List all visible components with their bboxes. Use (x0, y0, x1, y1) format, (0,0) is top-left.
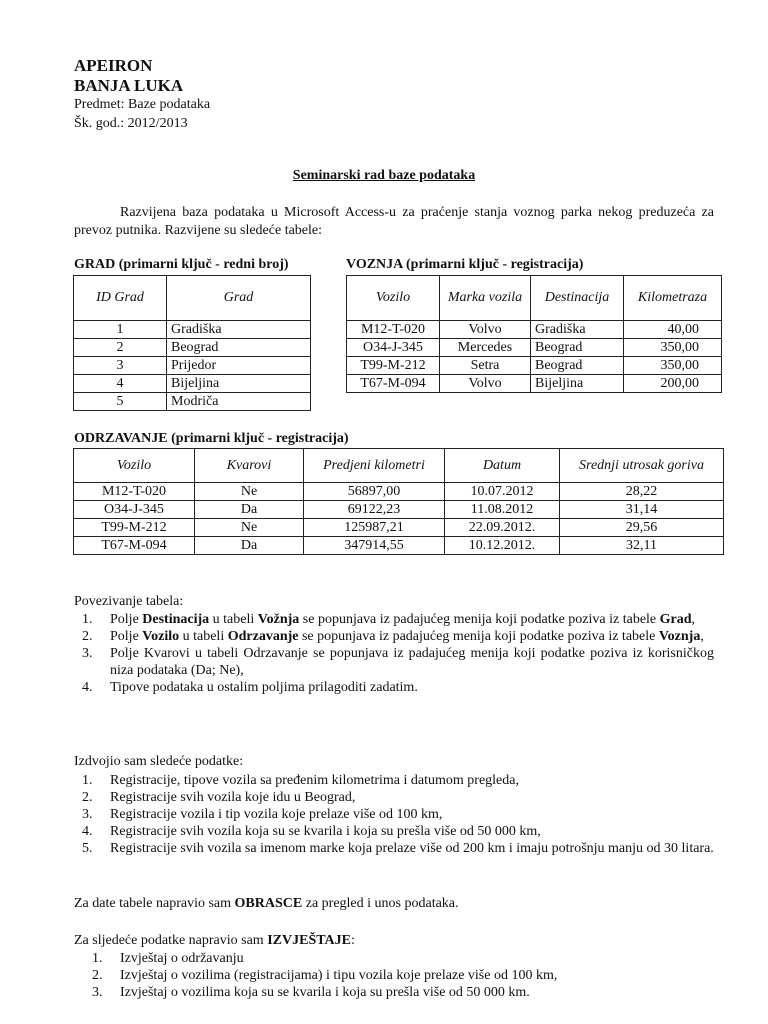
grad-caption: GRAD (primarni ključ - redni broj) (74, 257, 289, 272)
obrasce-line (74, 896, 459, 912)
voznja-header-destinacija: Destinacija (531, 276, 624, 321)
grad-cell: Bijeljina (167, 375, 311, 393)
list-number: 1. (92, 951, 103, 966)
odrzavanje-header-kilometri: Predjeni kilometri (304, 449, 445, 483)
list-number: 3. (82, 807, 93, 822)
table-row (347, 375, 722, 393)
list-text: Izvještaj o vozilima koja su se kvarila i koja su prešla više od 50 000 km. (120, 985, 530, 1000)
voznja-cell: Beograd (531, 339, 624, 357)
list-number: 2. (82, 790, 93, 805)
odrzavanje-cell: Da (195, 501, 304, 519)
table-row (74, 375, 311, 393)
grad-cell: 2 (74, 339, 167, 357)
povezivanje-item (82, 679, 714, 696)
voznja-header-kilometraza: Kilometraza (624, 276, 722, 321)
odrzavanje-table (73, 448, 724, 555)
izvjestaje-item (92, 967, 720, 984)
list-text: Tipove podataka u ostalim poljima prilagoditi zadatim. (110, 680, 418, 695)
voznja-cell: Gradiška (531, 321, 624, 339)
list-number: 2. (92, 968, 103, 983)
izvjestaje-line (74, 933, 355, 949)
odrzavanje-cell: T99-M-212 (74, 519, 195, 537)
odrzavanje-cell: 56897,00 (304, 483, 445, 501)
odrzavanje-cell: 32,11 (560, 537, 724, 555)
table-row (74, 357, 311, 375)
voznja-cell: Bijeljina (531, 375, 624, 393)
list-number: 3. (82, 646, 93, 661)
odrzavanje-caption: ODRZAVANJE (primarni ključ - registracija) (74, 431, 349, 446)
odrzavanje-cell: 347914,55 (304, 537, 445, 555)
list-number: 5. (82, 841, 93, 856)
obrasce-pre: Za date tabele napravio sam (74, 896, 235, 911)
izdvojio-item (82, 840, 714, 857)
grad-table (73, 275, 311, 411)
table-row (74, 537, 724, 555)
voznja-cell: Volvo (440, 375, 531, 393)
odrzavanje-cell: 29,56 (560, 519, 724, 537)
list-number: 1. (82, 612, 93, 627)
odrzavanje-cell: 28,22 (560, 483, 724, 501)
odrzavanje-cell: 11.08.2012 (445, 501, 560, 519)
voznja-cell: Volvo (440, 321, 531, 339)
grad-header-name: Grad (167, 276, 311, 321)
table-row (347, 357, 722, 375)
izdvojio-item (82, 772, 714, 789)
list-text: Izvještaj o vozilima (registracijama) i tipu vozila koje prelaze više od 100 km, (120, 968, 558, 983)
obrasce-post: za pregled i unos podataka. (302, 896, 459, 911)
izdvojio-list (82, 772, 714, 857)
table-row (74, 339, 311, 357)
list-number: 4. (82, 680, 93, 695)
izdvojio-item (82, 806, 714, 823)
odrzavanje-cell: O34-J-345 (74, 501, 195, 519)
list-text: Polje Vozilo u tabeli Odrzavanje se popunjava iz padajućeg menija koji podatke poziva iz tabele Voznja, (110, 629, 704, 644)
odrzavanje-cell: 10.07.2012 (445, 483, 560, 501)
list-text: Izvještaj o održavanju (120, 951, 244, 966)
povezivanje-item (82, 628, 714, 645)
odrzavanje-header-gorivo: Srednji utrosak goriva (560, 449, 724, 483)
izvjestaje-pre: Za sljedeće podatke napravio sam (74, 933, 268, 948)
list-number: 4. (82, 824, 93, 839)
page-title: Seminarski rad baze podataka (292, 168, 476, 183)
org-city: BANJA LUKA (74, 76, 184, 95)
grad-cell: Modriča (167, 393, 311, 411)
table-row (74, 321, 311, 339)
voznja-cell: Beograd (531, 357, 624, 375)
list-text: Polje Destinacija u tabeli Vožnja se popunjava iz padajućeg menija koji podatke poziva iz tabele Grad, (110, 612, 696, 627)
voznja-table (346, 275, 722, 393)
table-row (74, 501, 724, 519)
intro-paragraph: Razvijena baza podataka u Microsoft Access-u za praćenje stanja voznog parka nekog preduzeća za prevoz putnika. Razvijene su sledeće tabele: (74, 205, 714, 238)
voznja-cell: T99-M-212 (347, 357, 440, 375)
izdvojio-item (82, 789, 714, 806)
odrzavanje-cell: M12-T-020 (74, 483, 195, 501)
voznja-header-vozilo: Vozilo (347, 276, 440, 321)
voznja-cell: 350,00 (624, 357, 722, 375)
table-row (347, 321, 722, 339)
voznja-header-marka: Marka vozila (440, 276, 531, 321)
grad-cell: 5 (74, 393, 167, 411)
grad-cell: 3 (74, 357, 167, 375)
list-text: Registracije svih vozila koja su se kvarila i koja su prešla više od 50 000 km, (110, 824, 541, 839)
grad-cell: Gradiška (167, 321, 311, 339)
list-number: 1. (82, 773, 93, 788)
subject-line: Predmet: Baze podataka (74, 97, 211, 112)
grad-cell: Beograd (167, 339, 311, 357)
povezivanje-item (82, 611, 714, 628)
odrzavanje-header-datum: Datum (445, 449, 560, 483)
table-row (74, 393, 311, 411)
odrzavanje-header-vozilo: Vozilo (74, 449, 195, 483)
obrasce-bold: OBRASCE (234, 896, 303, 911)
voznja-cell: 40,00 (624, 321, 722, 339)
list-text: Registracije svih vozila koje idu u Beograd, (110, 790, 356, 805)
grad-cell: 4 (74, 375, 167, 393)
grad-cell: Prijedor (167, 357, 311, 375)
izvjestaje-item (92, 984, 720, 1001)
list-text: Registracije, tipove vozila sa pređenim kilometrima i datumom pregleda, (110, 773, 519, 788)
list-text: Registracije vozila i tip vozila koje prelaze više od 100 km, (110, 807, 443, 822)
voznja-caption: VOZNJA (primarni ključ - registracija) (346, 257, 584, 272)
povezivanje-heading: Povezivanje tabela: (74, 594, 184, 609)
grad-header-id: ID Grad (74, 276, 167, 321)
school-year: Šk. god.: 2012/2013 (74, 116, 188, 131)
odrzavanje-cell: 10.12.2012. (445, 537, 560, 555)
odrzavanje-cell: Ne (195, 483, 304, 501)
voznja-cell: M12-T-020 (347, 321, 440, 339)
list-number: 3. (92, 985, 103, 1000)
list-text: Registracije svih vozila sa imenom marke koja prelaze više od 200 km i imaju potrošnju manju od 30 litara. (110, 841, 714, 856)
izdvojio-item (82, 823, 714, 840)
povezivanje-list (82, 611, 714, 696)
izvjestaje-list (92, 950, 720, 1001)
voznja-cell: 200,00 (624, 375, 722, 393)
grad-cell: 1 (74, 321, 167, 339)
odrzavanje-header-kvarovi: Kvarovi (195, 449, 304, 483)
odrzavanje-cell: 22.09.2012. (445, 519, 560, 537)
izvjestaje-item (92, 950, 720, 967)
povezivanje-item (82, 645, 714, 679)
izvjestaje-post: : (350, 933, 355, 948)
list-text: Polje Kvarovi u tabeli Odrzavanje se popunjava iz padajućeg menija koji podatke poziva iz korisničkog niza podataka (Da; Ne), (110, 646, 714, 678)
odrzavanje-cell: T67-M-094 (74, 537, 195, 555)
odrzavanje-cell: 69122,23 (304, 501, 445, 519)
table-row (74, 483, 724, 501)
odrzavanje-cell: 31,14 (560, 501, 724, 519)
izvjestaje-bold: IZVJEŠTAJE (267, 933, 351, 948)
odrzavanje-cell: 125987,21 (304, 519, 445, 537)
voznja-cell: T67-M-094 (347, 375, 440, 393)
voznja-cell: Setra (440, 357, 531, 375)
voznja-cell: Mercedes (440, 339, 531, 357)
voznja-cell: 350,00 (624, 339, 722, 357)
odrzavanje-cell: Da (195, 537, 304, 555)
list-number: 2. (82, 629, 93, 644)
odrzavanje-cell: Ne (195, 519, 304, 537)
table-row (74, 519, 724, 537)
izdvojio-heading: Izdvojio sam sledeće podatke: (74, 754, 244, 769)
org-name: APEIRON (74, 56, 153, 75)
voznja-cell: O34-J-345 (347, 339, 440, 357)
table-row (347, 339, 722, 357)
